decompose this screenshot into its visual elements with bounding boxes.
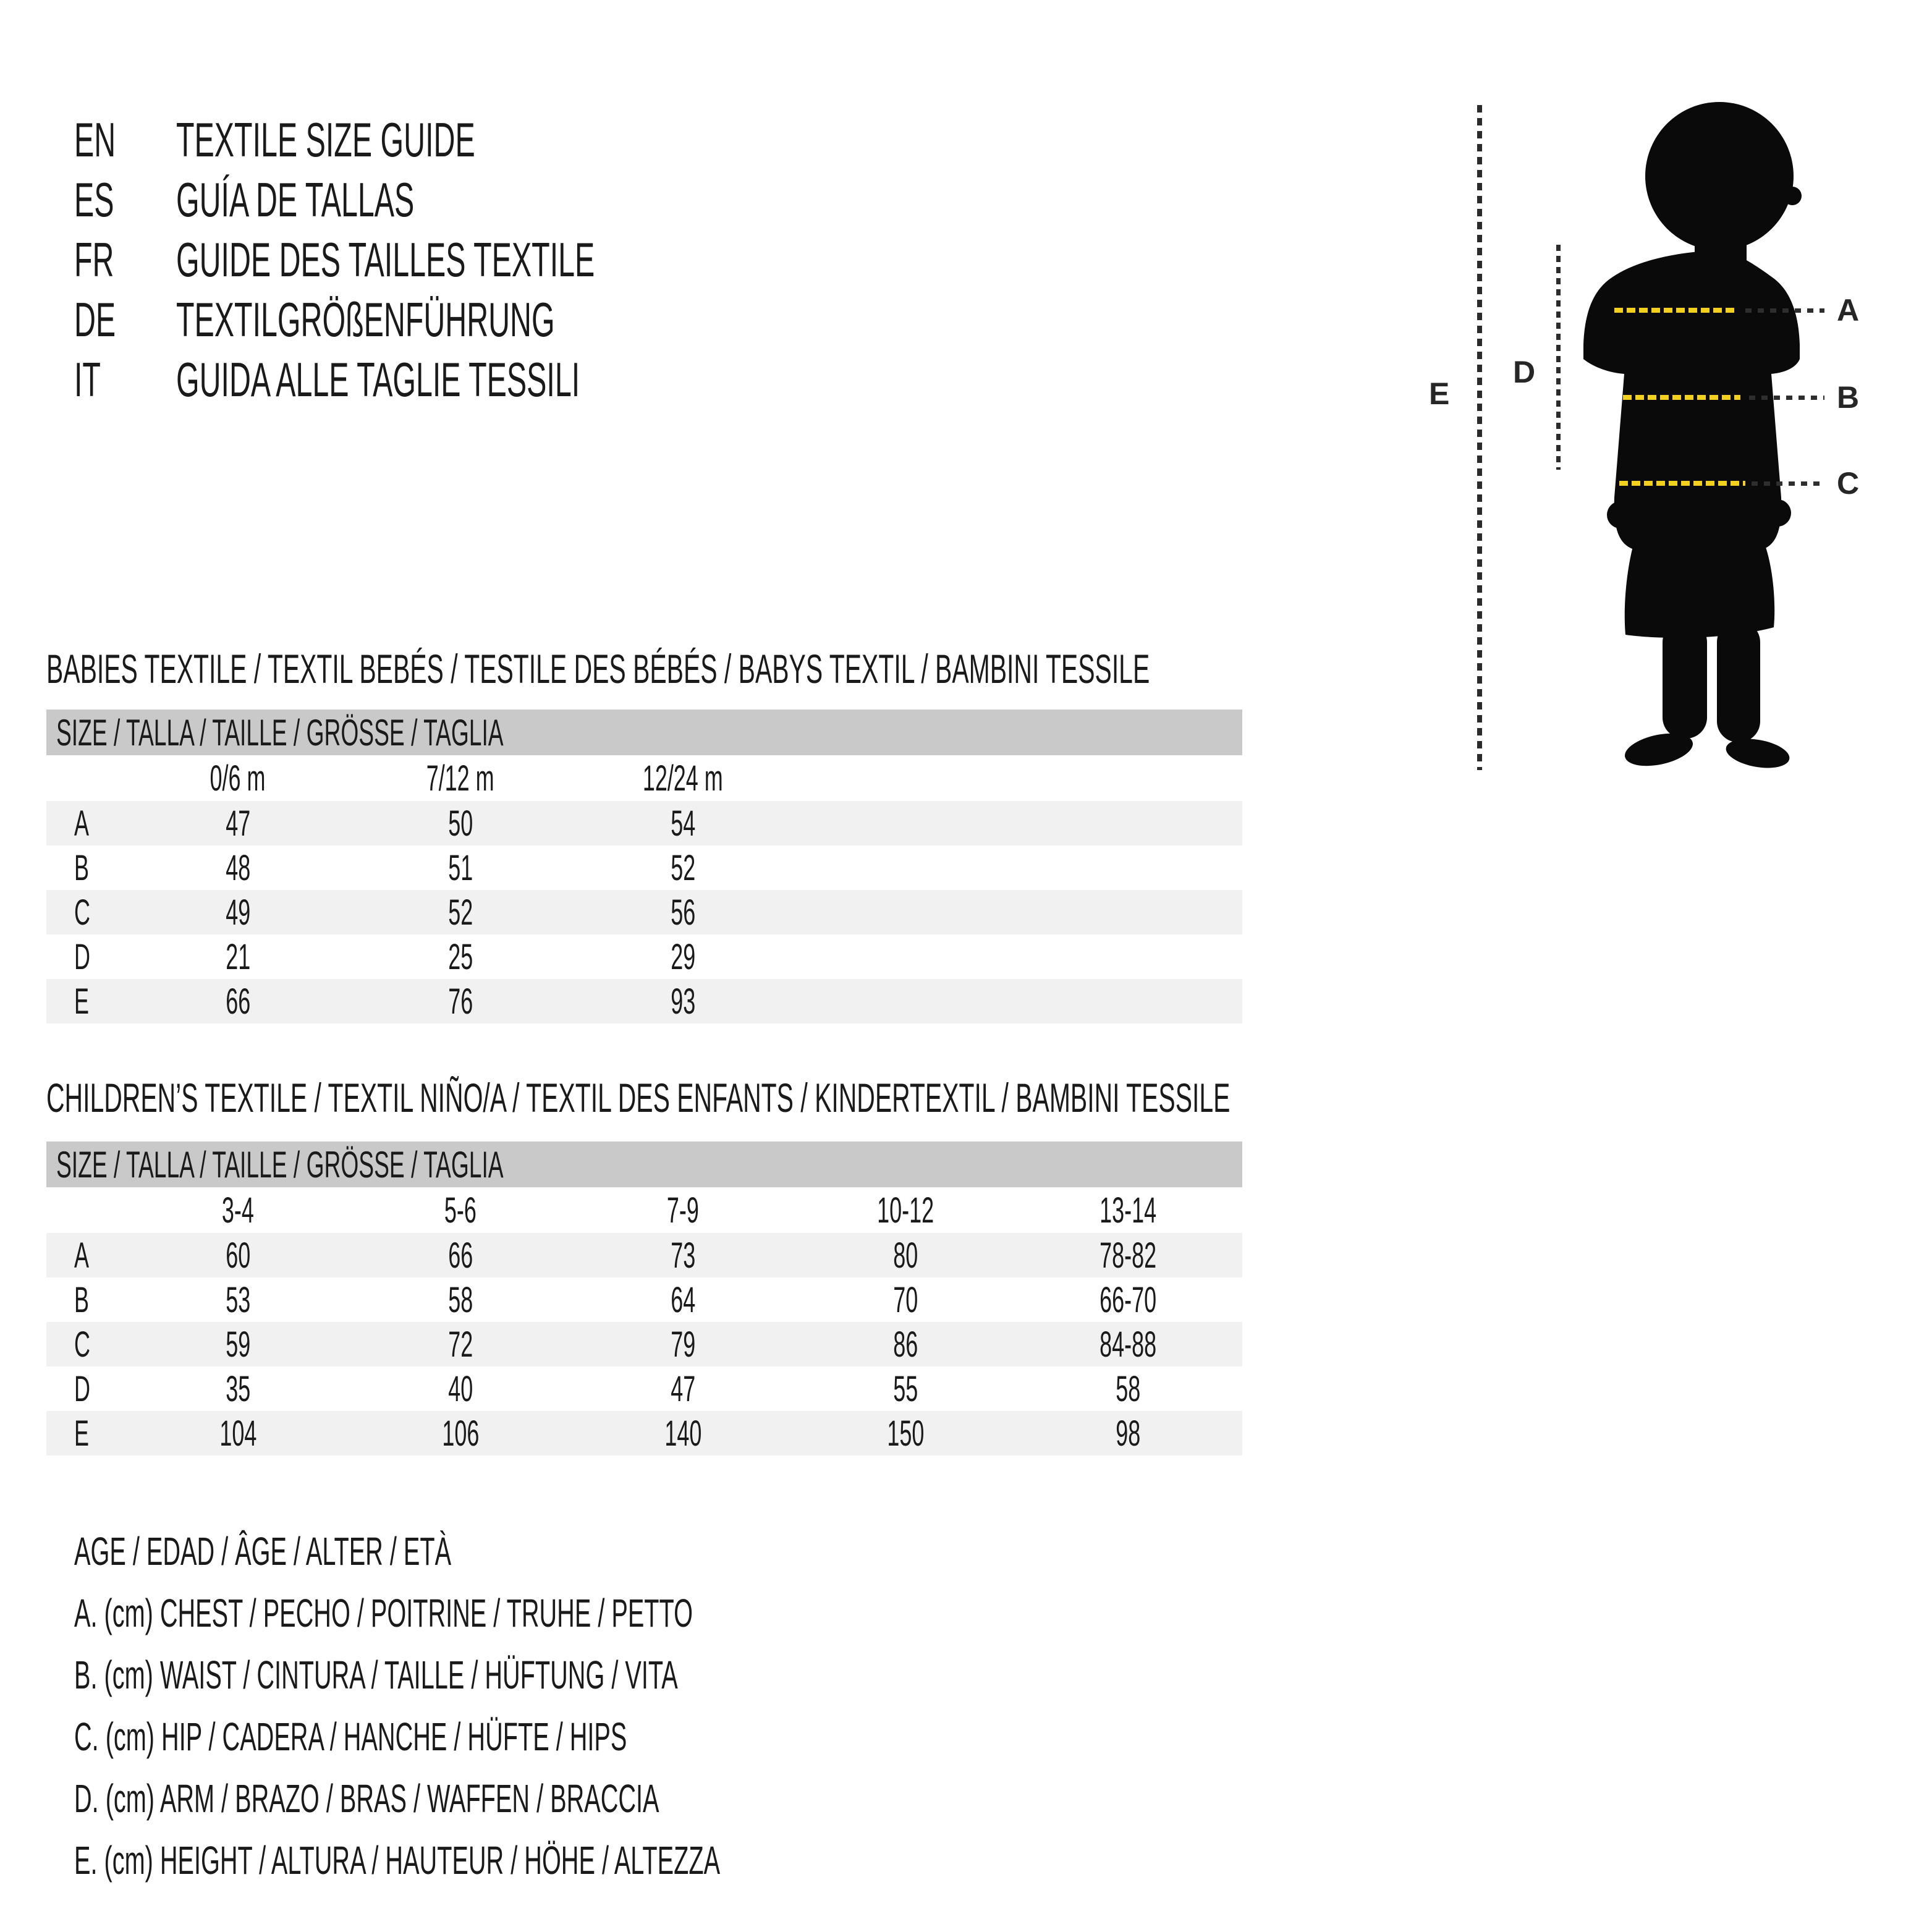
value-text: 47 — [225, 803, 250, 844]
row-label-text: B — [74, 1279, 89, 1320]
value-text: 50 — [447, 803, 473, 844]
value-text: 66 — [225, 981, 250, 1022]
value-text: 59 — [225, 1324, 250, 1365]
row-label-text: A — [74, 803, 89, 844]
children-table-row-e — [46, 1411, 1242, 1455]
value-cell — [572, 1413, 794, 1454]
value-text: 40 — [447, 1368, 473, 1409]
value-cell — [349, 847, 572, 889]
value-cell — [127, 1235, 349, 1276]
value-cell — [127, 1324, 349, 1365]
value-cell — [349, 1235, 572, 1276]
column-header-text: 5-6 — [444, 1190, 477, 1231]
value-cell — [572, 803, 794, 844]
legend-text: C. (cm) HIP / CADERA / HANCHE / HÜFTE / HIPS — [74, 1714, 627, 1759]
language-title-text: GUIDE DES TAILLES TEXTILE — [176, 232, 595, 287]
column-header-text: 10-12 — [877, 1190, 934, 1231]
value-cell — [572, 1235, 794, 1276]
language-title — [176, 172, 560, 227]
silhouette-shorts — [1625, 542, 1774, 638]
value-text: 106 — [441, 1413, 480, 1454]
language-title-block — [0, 0, 1112, 433]
size-header-label: SIZE / TALLA / TAILLE / GRÖSSE / TAGLIA — [56, 711, 504, 753]
babies-table-row-b — [46, 845, 1242, 890]
value-text: 150 — [886, 1413, 925, 1454]
value-text: 64 — [670, 1279, 695, 1320]
legend-line-hip — [74, 1714, 966, 1760]
value-cell — [794, 1324, 1017, 1365]
language-title — [176, 292, 787, 347]
value-cell — [1017, 1235, 1239, 1276]
figure-label-d: D — [1513, 355, 1536, 389]
row-label-text: C — [74, 1324, 90, 1365]
silhouette-hand-right — [1764, 499, 1791, 527]
value-cell — [127, 892, 349, 933]
babies-section-heading-text: BABIES TEXTILE / TEXTIL BEBÉS / TESTILE DES BÉBÉS / BABYS TEXTIL / BAMBINI TESSILE — [46, 646, 1150, 692]
value-cell — [794, 1368, 1017, 1410]
babies-size-table — [46, 710, 1242, 1023]
value-cell — [349, 936, 572, 978]
value-text: 55 — [892, 1368, 918, 1409]
value-cell — [794, 1413, 1017, 1454]
waist-measure-line-yellow — [1623, 395, 1740, 400]
value-text: 80 — [892, 1235, 918, 1276]
children-size-table — [46, 1142, 1242, 1455]
value-cell — [349, 892, 572, 933]
value-cell — [794, 1279, 1017, 1321]
figure-label-b: B — [1837, 380, 1860, 415]
language-title-text: TEXTILE SIZE GUIDE — [176, 112, 475, 167]
value-cell — [572, 981, 794, 1022]
language-title-text: GUIDA ALLE TAGLIE TESSILI — [176, 352, 580, 407]
row-label-cell — [46, 936, 127, 978]
value-cell — [127, 847, 349, 889]
column-header — [794, 1190, 1017, 1231]
value-text: 48 — [225, 847, 250, 888]
value-cell — [572, 1368, 794, 1410]
value-cell — [1017, 1324, 1239, 1365]
language-title-text: GUÍA DE TALLAS — [176, 172, 415, 227]
column-header-text: 7/12 m — [426, 758, 494, 799]
language-code — [74, 232, 138, 287]
value-cell — [127, 803, 349, 844]
value-cell — [1017, 1279, 1239, 1321]
value-text: 58 — [447, 1279, 473, 1320]
value-text: 72 — [447, 1324, 473, 1365]
row-label-cell — [46, 1235, 127, 1276]
value-text: 52 — [447, 892, 473, 933]
value-text: 21 — [225, 936, 250, 977]
value-cell — [572, 936, 794, 978]
legend-line-waist — [74, 1652, 1048, 1698]
legend-text: A. (cm) CHEST / PECHO / POITRINE / TRUHE / PETTO — [74, 1591, 693, 1635]
legend-text: E. (cm) HEIGHT / ALTURA / HAUTEUR / HÖHE / ALTEZZA — [74, 1838, 721, 1883]
column-header — [349, 758, 572, 799]
value-cell — [349, 1413, 572, 1454]
value-cell — [127, 981, 349, 1022]
babies-table-row-a — [46, 801, 1242, 845]
language-code-text: FR — [74, 232, 114, 287]
language-code-text: EN — [74, 112, 116, 167]
value-text: 66 — [447, 1235, 473, 1276]
row-label-cell — [46, 892, 127, 933]
waist-measure-line-dark — [1749, 396, 1824, 400]
value-text: 73 — [670, 1235, 695, 1276]
language-code-text: ES — [74, 172, 114, 227]
value-text: 98 — [1115, 1413, 1140, 1454]
column-header — [572, 758, 794, 799]
column-header — [572, 1190, 794, 1231]
children-table-row-c — [46, 1322, 1242, 1366]
language-code-text: IT — [74, 352, 101, 407]
legend-line-age — [74, 1528, 682, 1574]
value-cell — [349, 803, 572, 844]
value-cell — [127, 936, 349, 978]
value-text: 58 — [1115, 1368, 1140, 1409]
value-text: 84-88 — [1099, 1324, 1156, 1365]
row-label-text: A — [74, 1235, 89, 1276]
value-cell — [349, 1279, 572, 1321]
value-cell — [1017, 1368, 1239, 1410]
column-header — [127, 1190, 349, 1231]
children-column-header-row — [46, 1187, 1242, 1233]
value-text: 104 — [219, 1413, 257, 1454]
row-label-cell — [46, 1413, 127, 1454]
value-cell — [127, 1413, 349, 1454]
row-label-text: E — [74, 981, 89, 1022]
babies-table-row-d — [46, 934, 1242, 979]
row-label-text: D — [74, 936, 90, 977]
value-text: 56 — [670, 892, 695, 933]
language-row-es — [0, 172, 1112, 227]
language-row-de — [0, 292, 1112, 347]
row-label-text: D — [74, 1368, 90, 1409]
language-title — [176, 232, 851, 287]
value-text: 35 — [225, 1368, 250, 1409]
language-title-text: TEXTILGRÖßENFÜHRUNG — [176, 292, 555, 347]
row-label-text: E — [74, 1413, 89, 1454]
column-header-text: 3-4 — [222, 1190, 254, 1231]
hip-measure-line-yellow — [1619, 481, 1745, 486]
column-header-text: 13-14 — [1099, 1190, 1156, 1231]
value-cell — [1017, 1413, 1239, 1454]
children-table-row-a — [46, 1233, 1242, 1277]
children-table-row-b — [46, 1277, 1242, 1322]
language-row-it — [0, 352, 1112, 407]
column-header — [349, 1190, 572, 1231]
column-header — [1017, 1190, 1239, 1231]
babies-column-header-row — [46, 755, 1242, 801]
language-code — [74, 112, 141, 167]
legend-line-chest — [74, 1590, 1072, 1636]
language-row-fr — [0, 232, 1112, 287]
value-cell — [572, 892, 794, 933]
row-label-text: B — [74, 847, 89, 888]
value-text: 52 — [670, 847, 695, 888]
column-header-text: 12/24 m — [643, 758, 723, 799]
column-header — [127, 758, 349, 799]
language-code-text: DE — [74, 292, 116, 347]
value-text: 53 — [225, 1279, 250, 1320]
babies-table-row-e — [46, 979, 1242, 1023]
babies-table-row-c — [46, 890, 1242, 934]
value-text: 47 — [670, 1368, 695, 1409]
value-text: 49 — [225, 892, 250, 933]
value-cell — [349, 981, 572, 1022]
row-label-text: C — [74, 892, 90, 933]
value-text: 78-82 — [1099, 1235, 1156, 1276]
legend-line-height — [74, 1837, 1116, 1883]
legend-text: AGE / EDAD / ÂGE / ALTER / ETÀ — [74, 1529, 452, 1574]
children-size-header-bar — [46, 1142, 1242, 1187]
row-label-cell — [46, 981, 127, 1022]
value-text: 66-70 — [1099, 1279, 1156, 1320]
row-label-cell — [46, 1324, 127, 1365]
legend-line-arm — [74, 1776, 1018, 1821]
value-text: 70 — [892, 1279, 918, 1320]
value-text: 51 — [447, 847, 473, 888]
measurement-figure — [1409, 87, 1932, 803]
language-code — [74, 172, 138, 227]
value-text: 140 — [664, 1413, 702, 1454]
value-cell — [127, 1279, 349, 1321]
size-header-label: SIZE / TALLA / TAILLE / GRÖSSE / TAGLIA — [56, 1143, 504, 1185]
hip-measure-line-dark — [1752, 481, 1824, 486]
children-section-heading — [46, 1074, 1932, 1121]
language-row-en — [0, 112, 1112, 167]
legend-text: D. (cm) ARM / BRAZO / BRAS / WAFFEN / BRACCIA — [74, 1776, 659, 1821]
row-label-cell — [46, 847, 127, 889]
row-label-cell — [46, 803, 127, 844]
language-title — [176, 352, 828, 407]
value-text: 60 — [225, 1235, 250, 1276]
row-label-cell — [46, 1368, 127, 1410]
value-cell — [572, 1324, 794, 1365]
language-code — [74, 352, 117, 407]
value-cell — [349, 1368, 572, 1410]
value-text: 86 — [892, 1324, 918, 1365]
column-header-text: 0/6 m — [210, 758, 266, 799]
figure-label-e: E — [1429, 376, 1450, 411]
chest-measure-line-yellow — [1614, 308, 1738, 313]
legend-text: B. (cm) WAIST / CINTURA / TAILLE / HÜFTUNG / VITA — [74, 1653, 678, 1697]
silhouette-ear — [1783, 187, 1802, 205]
language-title — [176, 112, 658, 167]
value-text: 79 — [670, 1324, 695, 1365]
value-text: 93 — [670, 981, 695, 1022]
figure-label-a: A — [1837, 293, 1860, 328]
value-cell — [794, 1235, 1017, 1276]
figure-label-c: C — [1837, 466, 1860, 501]
value-text: 25 — [447, 936, 473, 977]
language-code — [74, 292, 141, 347]
value-text: 76 — [447, 981, 473, 1022]
row-label-cell — [46, 1279, 127, 1321]
value-cell — [572, 847, 794, 889]
children-table-row-d — [46, 1366, 1242, 1411]
babies-size-header-bar — [46, 710, 1242, 755]
value-text: 29 — [670, 936, 695, 977]
children-section-heading-text: CHILDREN’S TEXTILE / TEXTIL NIÑO/A / TEXTIL DES ENFANTS / KINDERTEXTIL / BAMBINI TESSILE — [46, 1075, 1231, 1121]
silhouette-hand-left — [1607, 501, 1634, 528]
arm-measure-line-d — [1556, 245, 1561, 470]
babies-section-heading — [46, 645, 1826, 692]
column-header-text: 7-9 — [667, 1190, 699, 1231]
value-cell — [349, 1324, 572, 1365]
value-cell — [127, 1368, 349, 1410]
value-text: 54 — [670, 803, 695, 844]
chest-measure-line-dark — [1745, 308, 1824, 313]
value-cell — [572, 1279, 794, 1321]
